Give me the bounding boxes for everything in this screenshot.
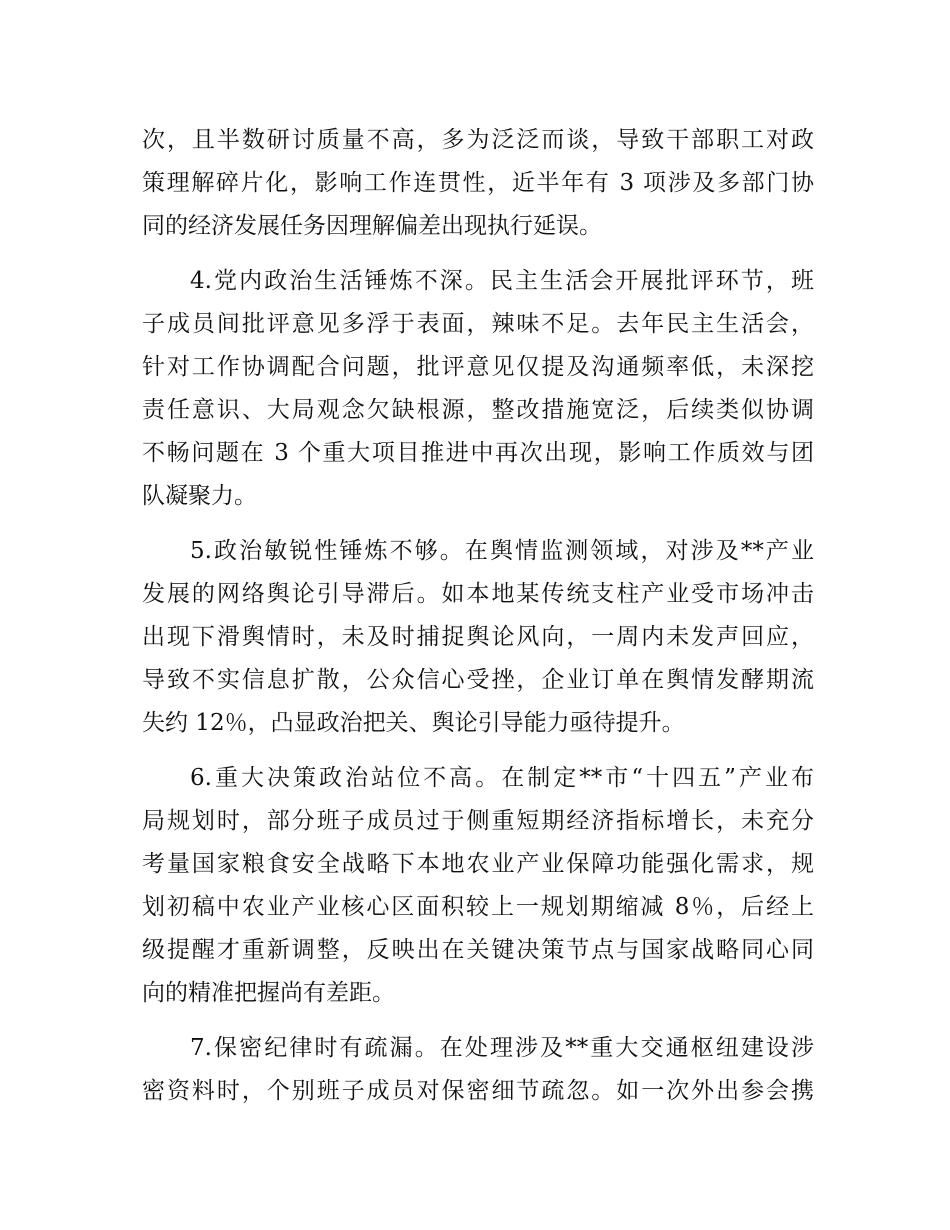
text-line: 失约 12％，凸显政治把关、舆论引导能力亟待提升。	[142, 710, 685, 736]
text-line: 子成员间批评意见多浮于表面，辣味不足。去年民主生活会，	[142, 311, 814, 337]
text-line: 同的经济发展任务因理解偏差出现执行延误。	[142, 213, 602, 239]
text-line: 考量国家粮食安全战略下本地农业产业保障功能强化需求，规	[142, 851, 814, 877]
text-line: 策理解碎片化，影响工作连贯性，近半年有 3 项涉及多部门协	[142, 170, 814, 196]
text-line: 不畅问题在 3 个重大项目推进中再次出现，影响工作质效与团	[142, 440, 814, 466]
text-line: 向的精准把握尚有差距。	[142, 980, 395, 1006]
text-line: 责任意识、大局观念欠缺根源，整改措施宽泛，后续类似协调	[142, 397, 814, 423]
text-line: 队凝聚力。	[142, 483, 257, 509]
paragraph-heading-line: 6.重大决策政治站位不高。在制定**市“十四五”产业布	[190, 765, 814, 791]
text-line: 局规划时，部分班子成员过于侧重短期经济指标增长，未充分	[142, 808, 814, 834]
paragraph-heading-line: 4.党内政治生活锤炼不深。民主生活会开展批评环节，班	[190, 268, 814, 294]
text-line: 发展的网络舆论引导滞后。如本地某传统支柱产业受市场冲击	[142, 581, 814, 607]
paragraph-heading-line: 7.保密纪律时有疏漏。在处理涉及**重大交通枢纽建设涉	[190, 1035, 814, 1061]
text-line: 级提醒才重新调整，反映出在关键决策节点与国家战略同心同	[142, 937, 814, 963]
text-line: 划初稿中农业产业核心区面积较上一规划期缩减 8％，后经上	[142, 894, 814, 920]
text-line: 针对工作协调配合问题，批评意见仅提及沟通频率低，未深挖	[142, 354, 814, 380]
text-line: 密资料时，个别班子成员对保密细节疏忽。如一次外出参会携	[142, 1078, 814, 1104]
text-line: 导致不实信息扩散，公众信心受挫，企业订单在舆情发酵期流	[142, 667, 814, 693]
text-line: 次，且半数研讨质量不高，多为泛泛而谈，导致干部职工对政	[142, 127, 814, 153]
text-line: 出现下滑舆情时，未及时捕捉舆论风向，一周内未发声回应，	[142, 624, 814, 650]
paragraph-heading-line: 5.政治敏锐性锤炼不够。在舆情监测领域，对涉及**产业	[190, 538, 814, 564]
